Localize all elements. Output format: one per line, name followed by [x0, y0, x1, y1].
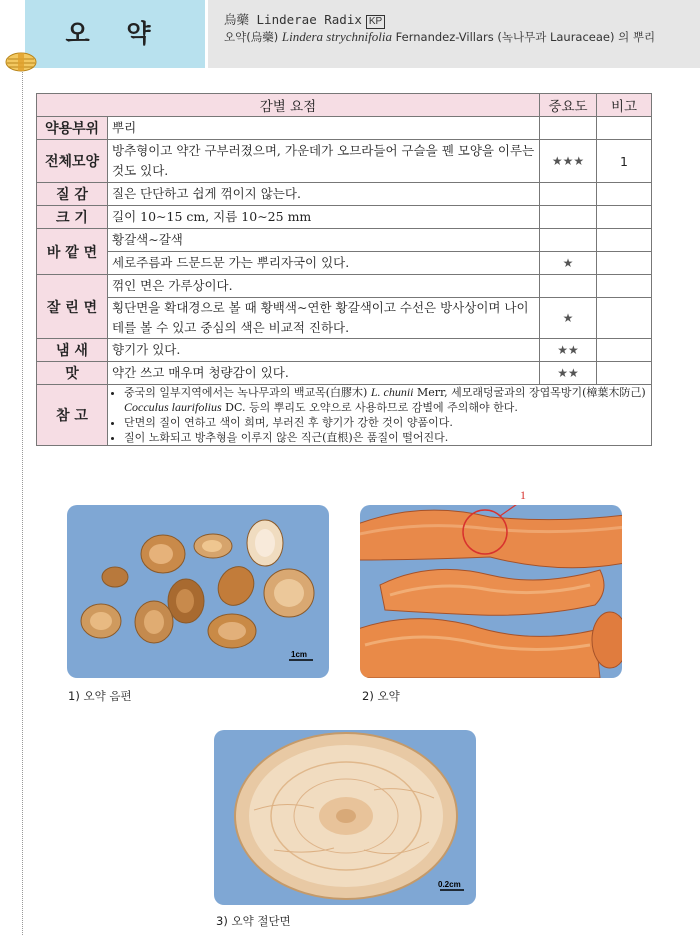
page-margin-dotted-line [22, 70, 23, 935]
row-note [597, 229, 652, 252]
row-desc: 황갈색∼갈색 [108, 229, 540, 252]
sliced-pieces-image [67, 505, 329, 678]
row-note [597, 117, 652, 140]
row-note [597, 339, 652, 362]
list-item: • 단면의 질이 연하고 색이 희며, 부러진 후 향기가 강한 것이 양품이다. [124, 415, 647, 430]
ref-text: DC. 등의 뿌리도 오약으로 사용하므로 감별에 주의해야 한다. [221, 401, 518, 414]
row-importance [540, 206, 597, 229]
latin-name-line [224, 10, 385, 29]
table-row [37, 298, 652, 339]
table-row [37, 206, 652, 229]
row-note [597, 252, 652, 275]
caption-photo-1: 1) 오약 음편 [68, 689, 132, 703]
row-desc: 길이 10∼15 cm, 지름 10∼25 mm [108, 206, 540, 229]
table-row [37, 229, 652, 252]
row-note [597, 362, 652, 385]
row-importance [540, 117, 597, 140]
row-label: 맛 [37, 362, 108, 385]
col-header-key-points: 감별 요점 [37, 94, 540, 117]
identification-table [36, 93, 652, 446]
table-row [37, 140, 652, 183]
table-row [37, 385, 652, 446]
ref-species: Cocculus laurifolius [124, 400, 222, 414]
row-label: 크 기 [37, 206, 108, 229]
photo-whole-roots [360, 505, 622, 678]
page-title: 오 약 [65, 19, 165, 48]
table-row [37, 339, 652, 362]
kp-badge: KP [366, 15, 385, 29]
species-name: Lindera strychnifolia [281, 29, 392, 44]
row-label: 냄 새 [37, 339, 108, 362]
table-row [37, 183, 652, 206]
origin-description [224, 28, 694, 46]
list-item [124, 385, 647, 415]
scale-label: 0.2cm [438, 880, 461, 889]
ref-text: Merr, 세모래덩굴과의 장엽목방기(樟葉木防己) [413, 386, 646, 399]
row-note: 1 [597, 140, 652, 183]
cross-section-image [214, 730, 476, 905]
row-note [597, 206, 652, 229]
row-desc: 향기가 있다. [108, 339, 540, 362]
table-row [37, 362, 652, 385]
row-desc: 뿌리 [108, 117, 540, 140]
header-info [208, 0, 700, 68]
latin-name: 烏藥 Linderae Radix [224, 12, 362, 27]
row-label: 잘 린 면 [37, 275, 108, 339]
row-note [597, 275, 652, 298]
row-desc: 방추형이고 약간 구부러졌으며, 가운데가 오므라들어 구슬을 꿴 모양을 이루는 것도 있다. [108, 140, 540, 183]
ref-species: L. chunii [370, 385, 414, 399]
row-importance: ★ [540, 298, 597, 339]
row-importance [540, 275, 597, 298]
table-row [37, 275, 652, 298]
whole-roots-image [360, 505, 622, 678]
row-importance: ★★★ [540, 140, 597, 183]
herb-bundle-icon [4, 48, 38, 74]
row-note [597, 183, 652, 206]
origin-suffix: Fernandez-Villars (녹나무과 Lauraceae) 의 뿌리 [392, 30, 656, 44]
row-label: 질 감 [37, 183, 108, 206]
caption-photo-2: 2) 오약 [362, 689, 400, 703]
row-desc: 질은 단단하고 쉽게 꺾이지 않는다. [108, 183, 540, 206]
marker-number: 1 [520, 488, 526, 502]
reference-notes [108, 385, 652, 446]
row-importance: ★★ [540, 362, 597, 385]
row-importance: ★ [540, 252, 597, 275]
row-desc: 횡단면을 확대경으로 볼 때 황백색∼연한 황갈색이고 수선은 방사상이며 나이테를 볼 수 있고 중심의 색은 비교적 진하다. [108, 298, 540, 339]
ref-text: 중국의 일부지역에서는 녹나무과의 백교목(白膠木) [124, 386, 371, 399]
col-header-note: 비고 [597, 94, 652, 117]
row-desc: 꺾인 면은 가루상이다. [108, 275, 540, 298]
row-label: 참 고 [37, 385, 108, 446]
row-label: 전체모양 [37, 140, 108, 183]
photo-cross-section [214, 730, 476, 905]
scale-label: 1cm [291, 650, 308, 659]
caption-photo-3: 3) 오약 절단면 [216, 914, 291, 928]
table-header-row [37, 94, 652, 117]
row-label: 바 깥 면 [37, 229, 108, 275]
row-importance: ★★ [540, 339, 597, 362]
table-row [37, 252, 652, 275]
row-desc: 세로주름과 드문드문 가는 뿌리자국이 있다. [108, 252, 540, 275]
row-note [597, 298, 652, 339]
marker-line [500, 505, 520, 516]
row-importance [540, 183, 597, 206]
row-desc: 약간 쓰고 매우며 청량감이 있다. [108, 362, 540, 385]
col-header-importance: 중요도 [540, 94, 597, 117]
title-box [25, 0, 205, 68]
list-item: • 질이 노화되고 방추형을 이루지 않은 직근(直根)은 품질이 떨어진다. [124, 430, 647, 445]
row-label: 약용부위 [37, 117, 108, 140]
photo-sliced-pieces [67, 505, 329, 678]
table-row [37, 117, 652, 140]
row-importance [540, 229, 597, 252]
origin-prefix: 오약(烏藥) [224, 30, 282, 44]
